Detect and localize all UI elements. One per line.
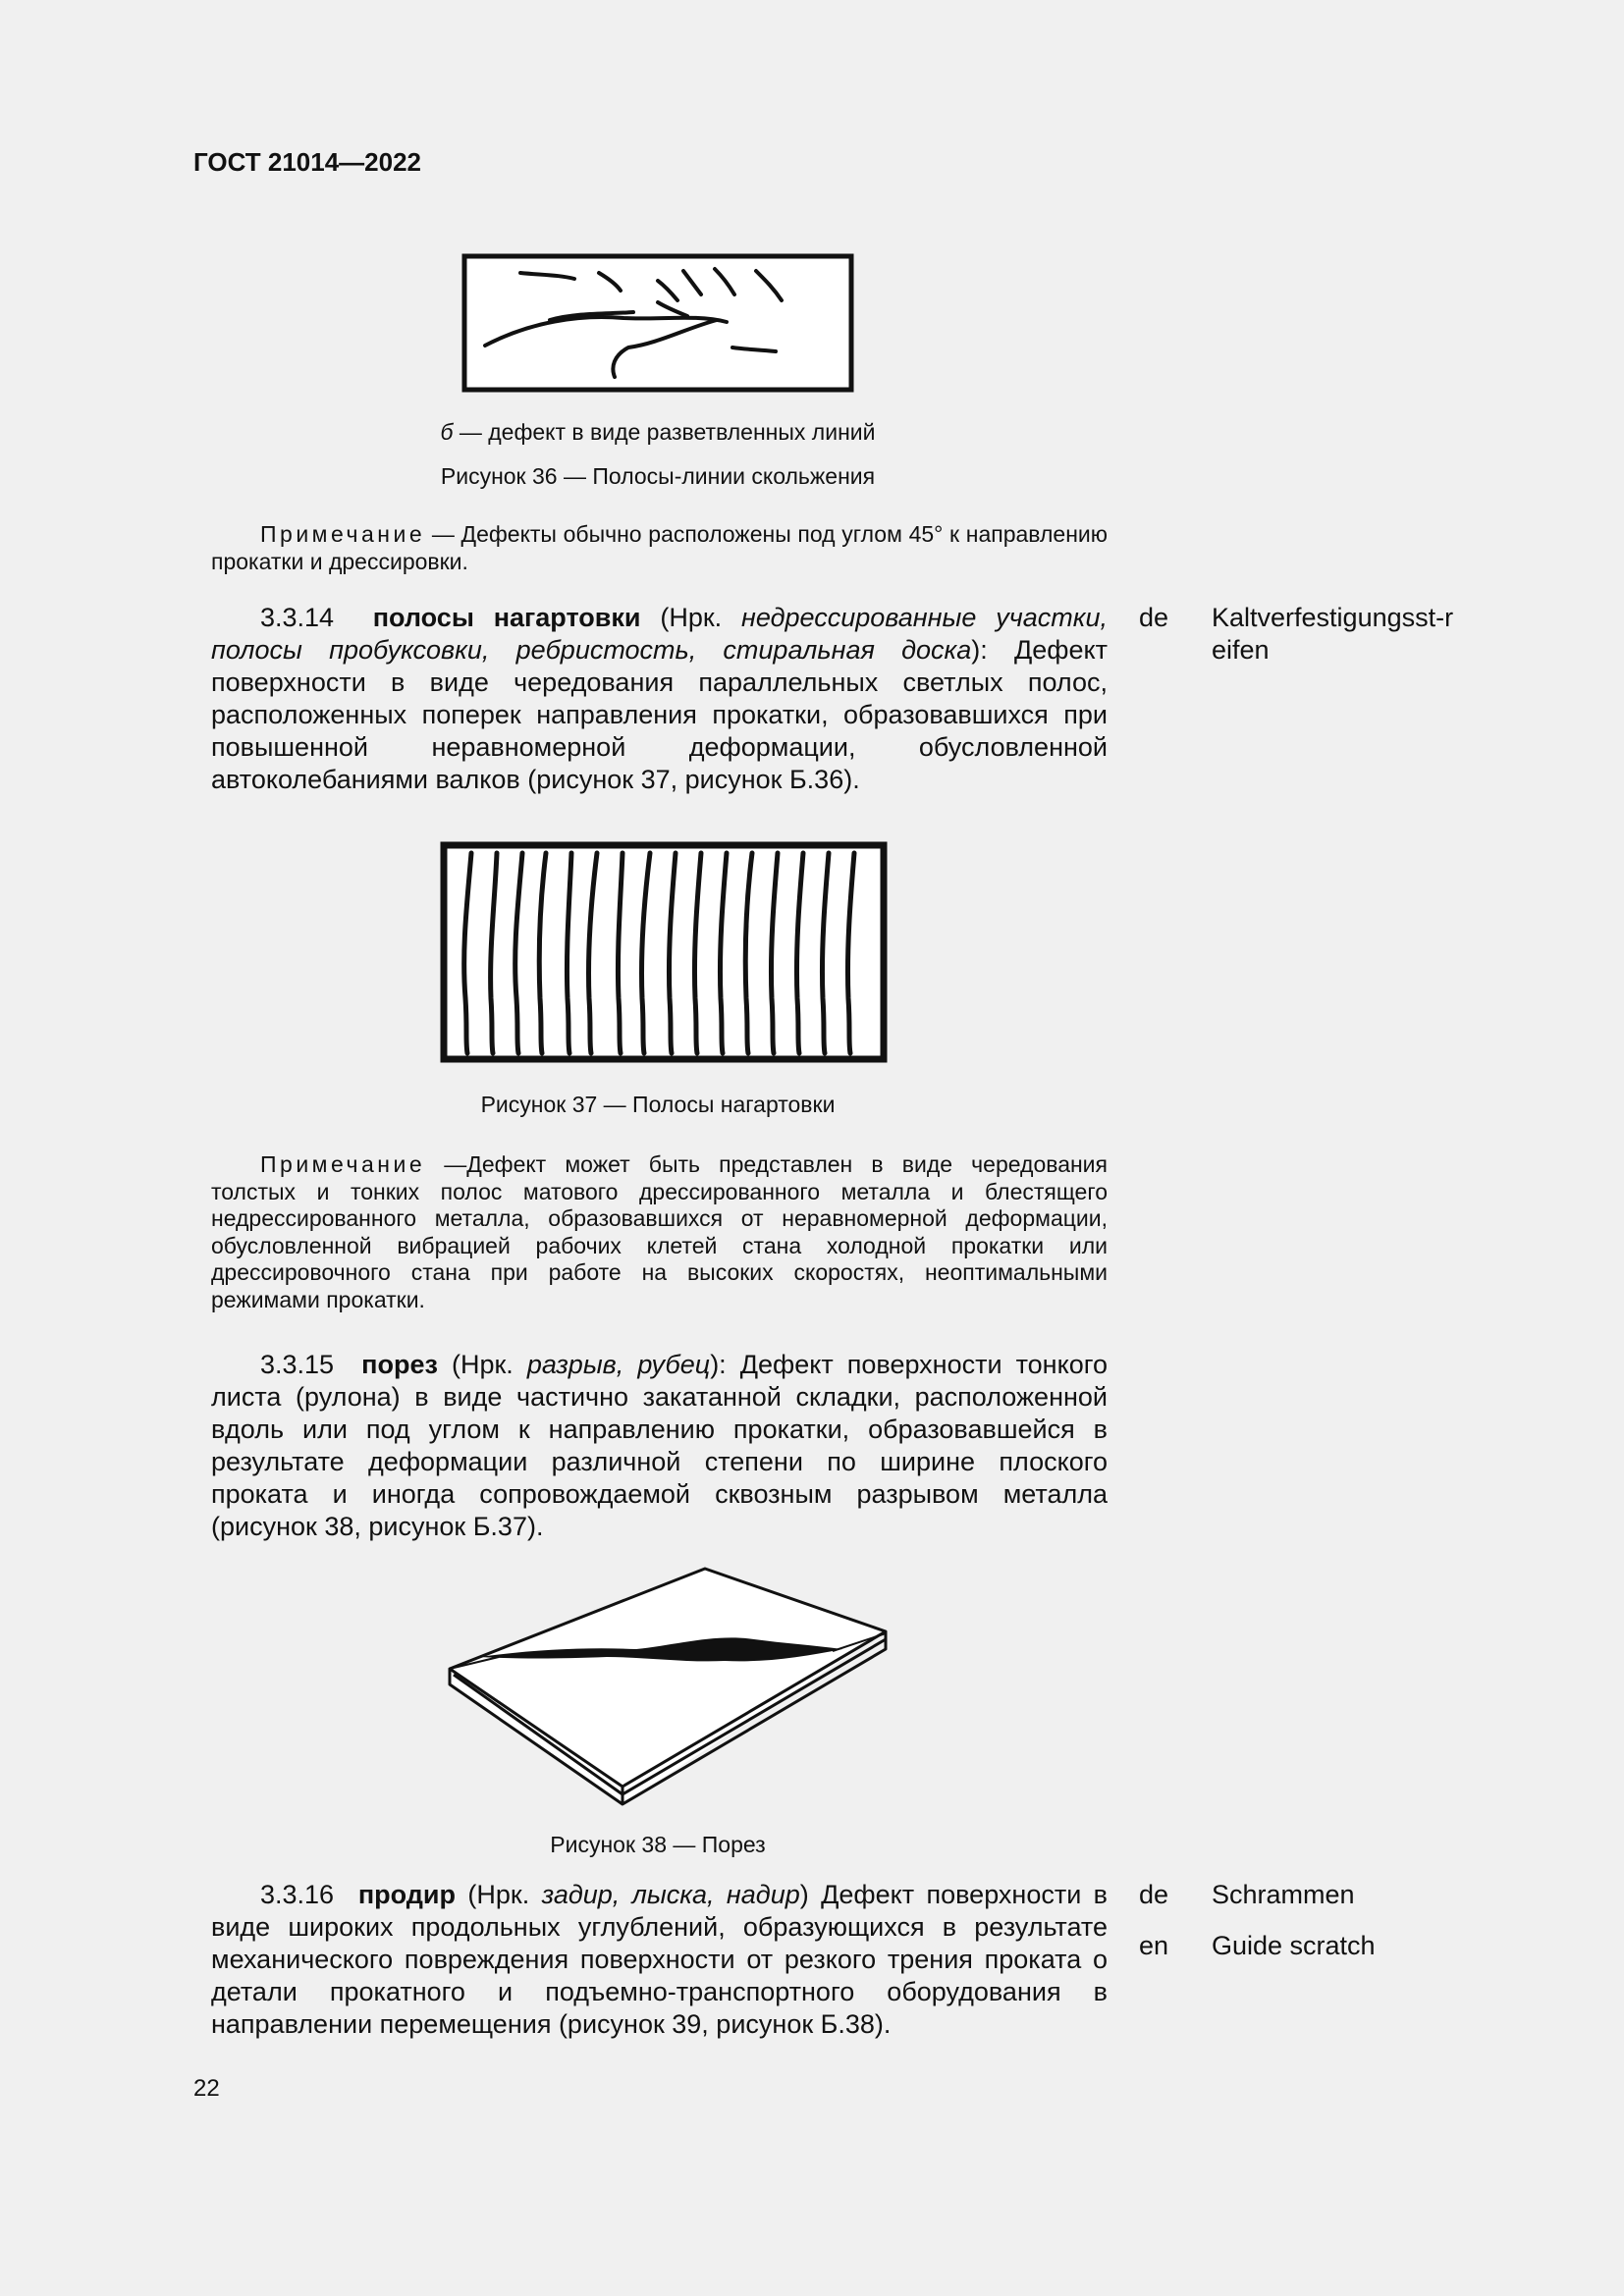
figure-38-image	[440, 1563, 892, 1814]
term-3-3-14-foreign-de: Kaltverfestigungsst-reifen	[1212, 603, 1454, 665]
term-3-3-16-foreign-en: Guide scratch	[1212, 1931, 1376, 1960]
figure-38-caption: Рисунок 38 — Порез	[550, 1832, 766, 1857]
term-3-3-15: 3.3.15 порез (Нрк. разрыв, рубец): Дефект поверхности тонкого листа (рулона) в виде частично закатанной складки, расположенной вдоль или под углом к направлению прокатки, образовавшейся в результате деформации различной степени по ширине плоского проката и иногда сопровождаемой сквозным разрывом металла (рисунок 38, рисунок Б.37).	[211, 1350, 1108, 1541]
figure-37-caption: Рисунок 37 — Полосы нагартовки	[480, 1092, 836, 1117]
term-3-3-16-name: продир	[357, 1880, 456, 1909]
term-3-3-15-name: порез	[361, 1350, 438, 1379]
figure-36b-subcaption: б — дефект в виде разветвленных линий	[440, 419, 876, 445]
note-1: Примечание — Дефекты обычно расположены под углом 45° к направлению прокатки и дрессировки.	[211, 521, 1108, 574]
term-3-3-16-foreign-de: Schrammen	[1212, 1880, 1355, 1909]
term-3-3-16-lang-de: de	[1139, 1880, 1169, 1909]
term-3-3-14-name: полосы нагартовки	[372, 603, 641, 632]
figure-36-caption: Рисунок 36 — Полосы-линии скольжения	[440, 463, 876, 489]
term-3-3-14: 3.3.14 полосы нагартовки (Нрк. недрессированные участки, полосы пробуксовки, ребристость, стиральная доска): Дефект поверхности в виде чередования параллельных светлых полос, расположенных поперек направления прокатки, образовавшихся при повышенной неравномерной деформации, обусловленной автоколебаниями валков (рисунок 37, рисунок Б.36).	[211, 603, 1108, 794]
term-3-3-16: 3.3.16 продир (Нрк. задир, лыска, надир) Дефект поверхности в виде широких продольных углублений, образующихся в результате механического повреждения поверхности от резкого трения проката о детали прокатного и подъемно-транспортного оборудования в направлении перемещения (рисунок 39, рисунок Б.38).	[211, 1880, 1108, 2039]
figure-36b-image	[461, 253, 854, 393]
document-header: ГОСТ 21014—2022	[193, 147, 421, 177]
page-number: 22	[193, 2075, 220, 2102]
term-3-3-16-lang-en: en	[1139, 1931, 1169, 1960]
note-2: Примечание —Дефект может быть представлен в виде чередования толстых и тонких полос матового дрессированного металла и блестящего недрессированного металла, образовавшихся от неравномерной деформации, обусловленной вибрацией рабочих клетей стана холодной прокатки или дрессировочного стана при работе на высоких скоростях, неоптимальными режимами прокатки.	[211, 1151, 1108, 1312]
term-3-3-14-lang-de: de	[1139, 603, 1169, 632]
figure-37-image	[440, 841, 888, 1063]
